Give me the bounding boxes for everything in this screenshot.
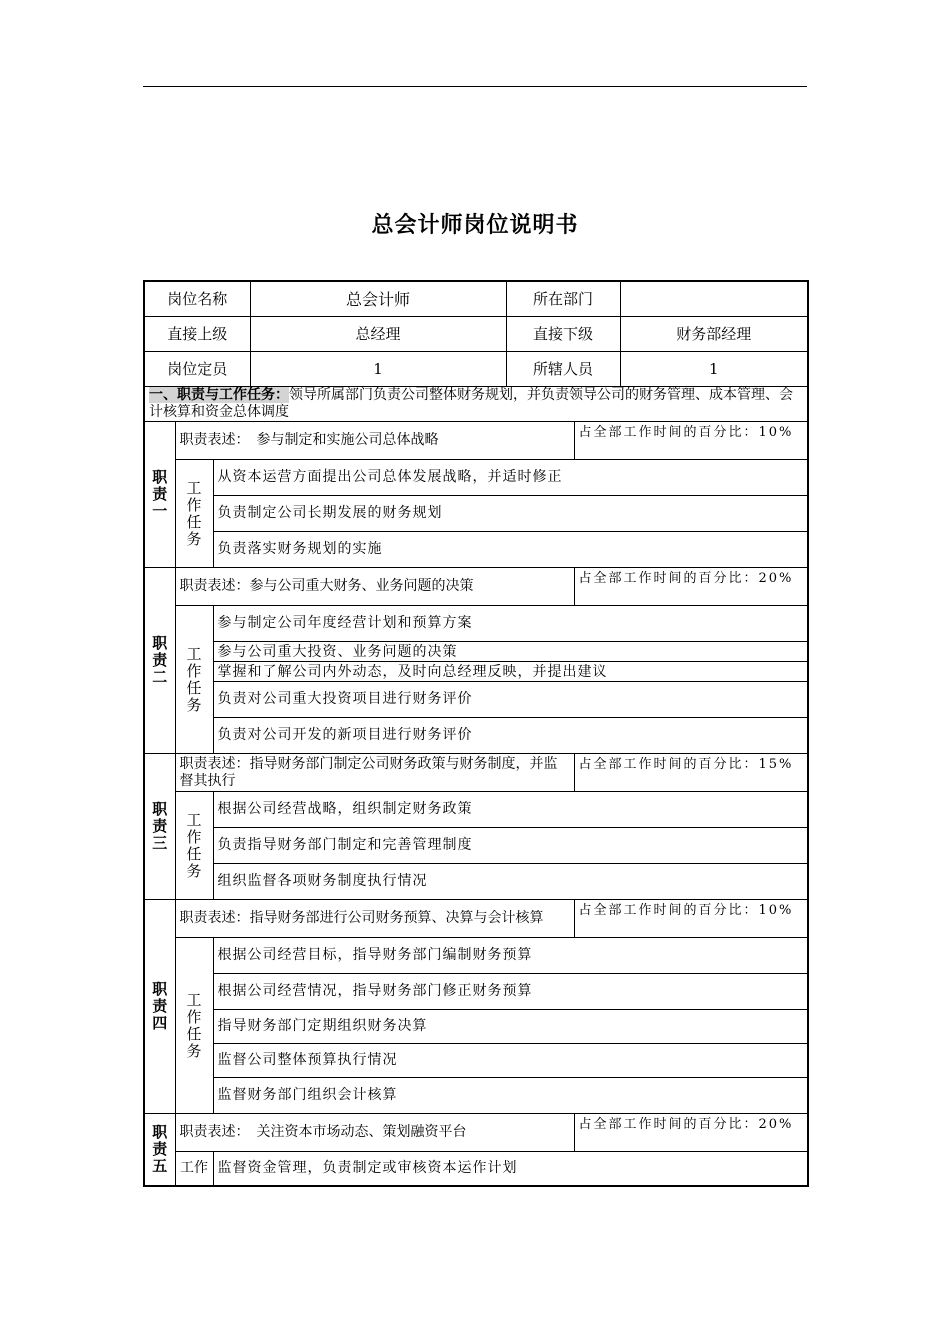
duty-4-task-5: 监督财务部门组织会计核算 (213, 1078, 808, 1114)
duty-1-task-row (144, 532, 808, 568)
duty-5-task-row (144, 1152, 808, 1186)
duty-4-task-row (144, 1044, 808, 1078)
duty-5-task-label: 工作 (175, 1152, 213, 1186)
duty-2-task-2: 参与公司重大投资、业务问题的决策 (213, 642, 808, 662)
duty-4-label: 职责四 (144, 900, 175, 1114)
duty-2-task-row (144, 606, 808, 642)
duty-3-task-row (144, 864, 808, 900)
duty-2-desc-row (144, 568, 808, 606)
duty-2-description: 职责表述：参与公司重大财务、业务问题的决策 (175, 568, 574, 606)
duty-1-task-label: 工作任务 (175, 460, 213, 568)
duty-1-desc-row (144, 422, 808, 460)
duty-1-description: 职责表述： 参与制定和实施公司总体战略 (175, 422, 574, 460)
info-row-3 (144, 352, 808, 387)
duty-2-percent: 占全部工作时间的百分比：20% (574, 568, 808, 606)
duty-3-task-2: 负责指导财务部门制定和完善管理制度 (213, 828, 808, 864)
staff-count-value: 1 (620, 352, 808, 387)
superior-label: 直接上级 (144, 317, 250, 352)
responsibility-intro (144, 387, 808, 422)
intro-text: 领导所属部门负责公司整体财务规划，并负责领导公司的财务管理、成本管理、会计核算和资金总体调度 (149, 387, 793, 420)
duty-1-task-1: 从资本运营方面提出公司总体发展战略，并适时修正 (213, 460, 808, 496)
header-rule (143, 86, 807, 87)
duty-4-task-row (144, 938, 808, 974)
duty-3-task-1: 根据公司经营战略，组织制定财务政策 (213, 792, 808, 828)
duty-3-percent: 占全部工作时间的百分比：15% (574, 754, 808, 792)
duty-3-task-label: 工作任务 (175, 792, 213, 900)
duty-2-label: 职责二 (144, 568, 175, 754)
duty-4-task-2: 根据公司经营情况，指导财务部门修正财务预算 (213, 974, 808, 1010)
duty-4-percent: 占全部工作时间的百分比：10% (574, 900, 808, 938)
duty-4-task-row (144, 1078, 808, 1114)
duty-4-task-row (144, 974, 808, 1010)
department-value (620, 281, 808, 317)
intro-heading: 一、职责与工作任务： (149, 387, 289, 403)
document-title: 总会计师岗位说明书 (371, 213, 579, 238)
duty-5-description: 职责表述： 关注资本市场动态、策划融资平台 (175, 1114, 574, 1152)
duty-1-percent: 占全部工作时间的百分比：10% (574, 422, 808, 460)
superior-value: 总经理 (250, 317, 506, 352)
duty-4-desc-row (144, 900, 808, 938)
department-label: 所在部门 (506, 281, 620, 317)
responsibility-intro-row (144, 387, 808, 422)
info-row-2 (144, 317, 808, 352)
duty-3-label: 职责三 (144, 754, 175, 900)
staff-count-label: 所辖人员 (506, 352, 620, 387)
duty-3-desc-row (144, 754, 808, 792)
duty-3-task-row (144, 792, 808, 828)
duty-3-task-row (144, 828, 808, 864)
duty-1-task-row (144, 496, 808, 532)
duty-1-task-3: 负责落实财务规划的实施 (213, 532, 808, 568)
duty-4-task-3: 指导财务部门定期组织财务决算 (213, 1010, 808, 1044)
duty-2-task-1: 参与制定公司年度经营计划和预算方案 (213, 606, 808, 642)
duty-2-task-label: 工作任务 (175, 606, 213, 754)
position-name-value: 总会计师 (250, 281, 506, 317)
headcount-label: 岗位定员 (144, 352, 250, 387)
subordinate-label: 直接下级 (506, 317, 620, 352)
info-row-1 (144, 281, 808, 317)
duty-4-description: 职责表述：指导财务部进行公司财务预算、决算与会计核算 (175, 900, 574, 938)
duty-3-task-3: 组织监督各项财务制度执行情况 (213, 864, 808, 900)
duty-2-task-4: 负责对公司重大投资项目进行财务评价 (213, 682, 808, 718)
duty-3-description: 职责表述：指导财务部门制定公司财务政策与财务制度，并监督其执行 (175, 754, 574, 792)
duty-2-task-5: 负责对公司开发的新项目进行财务评价 (213, 718, 808, 754)
headcount-value: 1 (250, 352, 506, 387)
duty-2-task-3: 掌握和了解公司内外动态，及时向总经理反映，并提出建议 (213, 662, 808, 682)
duty-5-label: 职责五 (144, 1114, 175, 1186)
subordinate-value: 财务部经理 (620, 317, 808, 352)
job-description-table (143, 280, 809, 1187)
duty-4-task-label: 工作任务 (175, 938, 213, 1114)
duty-4-task-row (144, 1010, 808, 1044)
duty-5-task-1: 监督资金管理，负责制定或审核资本运作计划 (213, 1152, 808, 1186)
duty-4-task-4: 监督公司整体预算执行情况 (213, 1044, 808, 1078)
duty-2-task-row (144, 682, 808, 718)
duty-1-task-row (144, 460, 808, 496)
duty-1-task-2: 负责制定公司长期发展的财务规划 (213, 496, 808, 532)
position-name-label: 岗位名称 (144, 281, 250, 317)
duty-2-task-row (144, 718, 808, 754)
duty-5-percent: 占全部工作时间的百分比：20% (574, 1114, 808, 1152)
duty-5-desc-row (144, 1114, 808, 1152)
duty-1-label: 职责一 (144, 422, 175, 568)
duty-2-task-row (144, 642, 808, 662)
duty-4-task-1: 根据公司经营目标，指导财务部门编制财务预算 (213, 938, 808, 974)
duty-2-task-row (144, 662, 808, 682)
